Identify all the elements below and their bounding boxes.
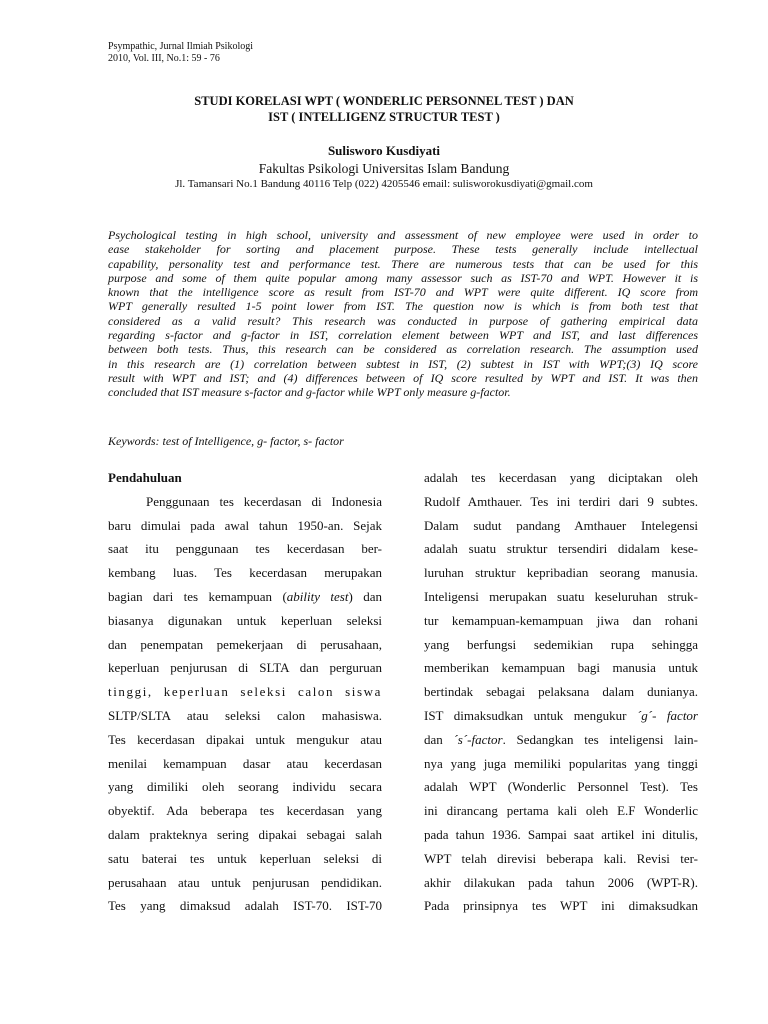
- body-text: . Sedangkan tes inteligensi lain-: [502, 731, 698, 747]
- body-line: dalam prakteknya sering dipakai sebagai salah: [108, 826, 382, 842]
- body-line: adalah tes kecerdasan yang diciptakan oleh: [424, 470, 698, 485]
- body-line: bertindak sebagai pelaksana dalam dunianya.: [424, 684, 698, 700]
- abstract: [108, 228, 698, 400]
- body-line: yang berfungsi sedemikian rupa sehingga: [424, 636, 698, 652]
- body-line: yang dimiliki oleh seorang individu secara: [108, 779, 382, 795]
- body-text: ) dan: [348, 588, 382, 604]
- abstract-line: ease stakeholder for sorting and placement purpose. These tests generally include intellectual: [108, 242, 698, 257]
- body-line: Pada prinsipnya tes WPT ini dimaksudkan: [424, 898, 698, 914]
- abstract-line: capability, personality test and performance test. There are numerous tests that can be used for this: [108, 256, 698, 271]
- body-line: akhir dilakukan pada tahun 2006 (WPT-R).: [424, 874, 698, 890]
- title-line-1: STUDI KORELASI WPT ( WONDERLIC PERSONNEL TEST ) DAN: [194, 94, 574, 108]
- italic-term: ability test: [286, 588, 349, 604]
- body-line: Tes yang dimaksud adalah IST-70. IST-70: [108, 898, 382, 914]
- body-line: nya yang juga memiliki popularitas yang tinggi: [424, 755, 698, 771]
- body-line: [108, 585, 382, 609]
- abstract-line: considered as a valid result? This research was conducted in purpose of gathering empirical data: [108, 313, 698, 328]
- journal-name: Psympathic, Jurnal Ilmiah Psikologi: [108, 41, 253, 52]
- abstract-line: purpose and some of them quite popular among many assessor such as IST-70 and WPT. However it is: [108, 270, 698, 285]
- body-line: biasanya digunakan untuk keperluan seleksi: [108, 612, 382, 628]
- body-line: adalah suatu struktur tersendiri didalam kese-: [424, 541, 698, 557]
- abstract-line: in this research are (1) correlation between subtest in IST, (2) subtest in IST with WPT;(3) IQ score: [108, 356, 698, 371]
- body-text: bagian dari tes kemampuan (: [108, 588, 287, 604]
- left-column: [108, 466, 382, 918]
- abstract-line: Psychological testing in high school, university and assessment of new employee were used in order to: [108, 228, 698, 242]
- right-column: [424, 466, 698, 918]
- italic-term: ´g´- factor: [636, 707, 698, 723]
- abstract-line: WPT generally resulted 1-5 point lower from IST. The question now is which is from both test that: [108, 299, 698, 314]
- abstract-line: known that the intelligence score as result from IST-70 and WPT were quite different. IQ score from: [108, 285, 698, 300]
- body-line: Dalam sudut pandang Amthauer Intelegensi: [424, 517, 698, 533]
- abstract-line: regarding s-factor and g-factor in IST, correlation element between WPT and IST, and last differences: [108, 328, 698, 343]
- body-line: dan penempatan pemekerjaan di perusahaan,: [108, 636, 382, 652]
- abstract-line: result with WPT and IST; and (4) differences between of IQ score resulted by WPT and IST. It was then: [108, 370, 698, 385]
- body-line: keperluan penjurusan di SLTA dan perguruan: [108, 660, 382, 676]
- body-text: dan: [424, 731, 454, 747]
- journal-citation: [108, 41, 253, 65]
- body-line: SLTP/SLTA atau seleksi calon mahasiswa.: [108, 707, 382, 723]
- body-line: baru dimulai pada awal tahun 1950-an. Sejak: [108, 517, 382, 533]
- body-line: pada tahun 1936. Sampai saat artikel ini ditulis,: [424, 826, 698, 842]
- body-line: memberikan kemampuan bagi manusia untuk: [424, 660, 698, 676]
- journal-volume: 2010, Vol. III, No.1: 59 - 76: [108, 53, 220, 64]
- italic-term: ´s´-factor: [453, 731, 503, 747]
- body-line: kembang luas. Tes kecerdasan merupakan: [108, 565, 382, 581]
- author-name: Sulisworo Kusdiyati: [327, 143, 441, 158]
- section-heading: Pendahuluan: [108, 470, 182, 485]
- body-line: Inteligensi merupakan suatu keseluruhan struk-: [424, 588, 698, 604]
- body-line: saat itu penggunaan tes kecerdasan ber-: [108, 541, 382, 557]
- body-line: obyektif. Ada beberapa tes kecerdasan yang: [108, 803, 382, 819]
- body-line: ini dirancang pertama kali oleh E.F Wonderlic: [424, 803, 698, 819]
- abstract-line: concluded that IST measure s-factor and g-factor while WPT only measure g-factor.: [108, 385, 511, 400]
- body-line: adalah WPT (Wonderlic Personnel Test). Tes: [424, 779, 698, 795]
- body-line: luruhan struktur kepribadian seorang manusia.: [424, 565, 698, 581]
- body-line: Rudolf Amthauer. Tes ini terdiri dari 9 subtes.: [424, 493, 698, 509]
- body-line: [424, 704, 698, 728]
- body-line: tinggi, keperluan seleksi calon siswa: [108, 684, 382, 700]
- body-line: menilai kemampuan dasar atau kecerdasan: [108, 755, 382, 771]
- title-line-2: IST ( INTELLIGENZ STRUCTUR TEST ): [268, 110, 500, 124]
- body-text: IST dimaksudkan untuk mengukur: [424, 707, 637, 723]
- author-address: Jl. Tamansari No.1 Bandung 40116 Telp (022) 4205546 email: sulisworokusdiyati@gmail.com: [175, 178, 593, 190]
- keywords: Keywords: test of Intelligence, g- factor, s- factor: [108, 434, 344, 448]
- body-line: Tes kecerdasan dipakai untuk mengukur atau: [108, 731, 382, 747]
- body-line: tur kemampuan-kemampuan jiwa dan rohani: [424, 612, 698, 628]
- paper-title: [60, 93, 708, 125]
- abstract-line: between both tests. Thus, this research can be considered as correlation research. The assumption used: [108, 342, 698, 357]
- body-line: satu baterai tes untuk keperluan seleksi di: [108, 850, 382, 866]
- body-line: [424, 728, 698, 752]
- body-line: Penggunaan tes kecerdasan di Indonesia: [146, 493, 382, 509]
- body-line: perusahaan atau untuk penjurusan pendidikan.: [108, 874, 382, 890]
- body-line: WPT telah direvisi beberapa kali. Revisi ter-: [424, 850, 698, 866]
- author-affiliation: Fakultas Psikologi Universitas Islam Bandung: [258, 161, 510, 176]
